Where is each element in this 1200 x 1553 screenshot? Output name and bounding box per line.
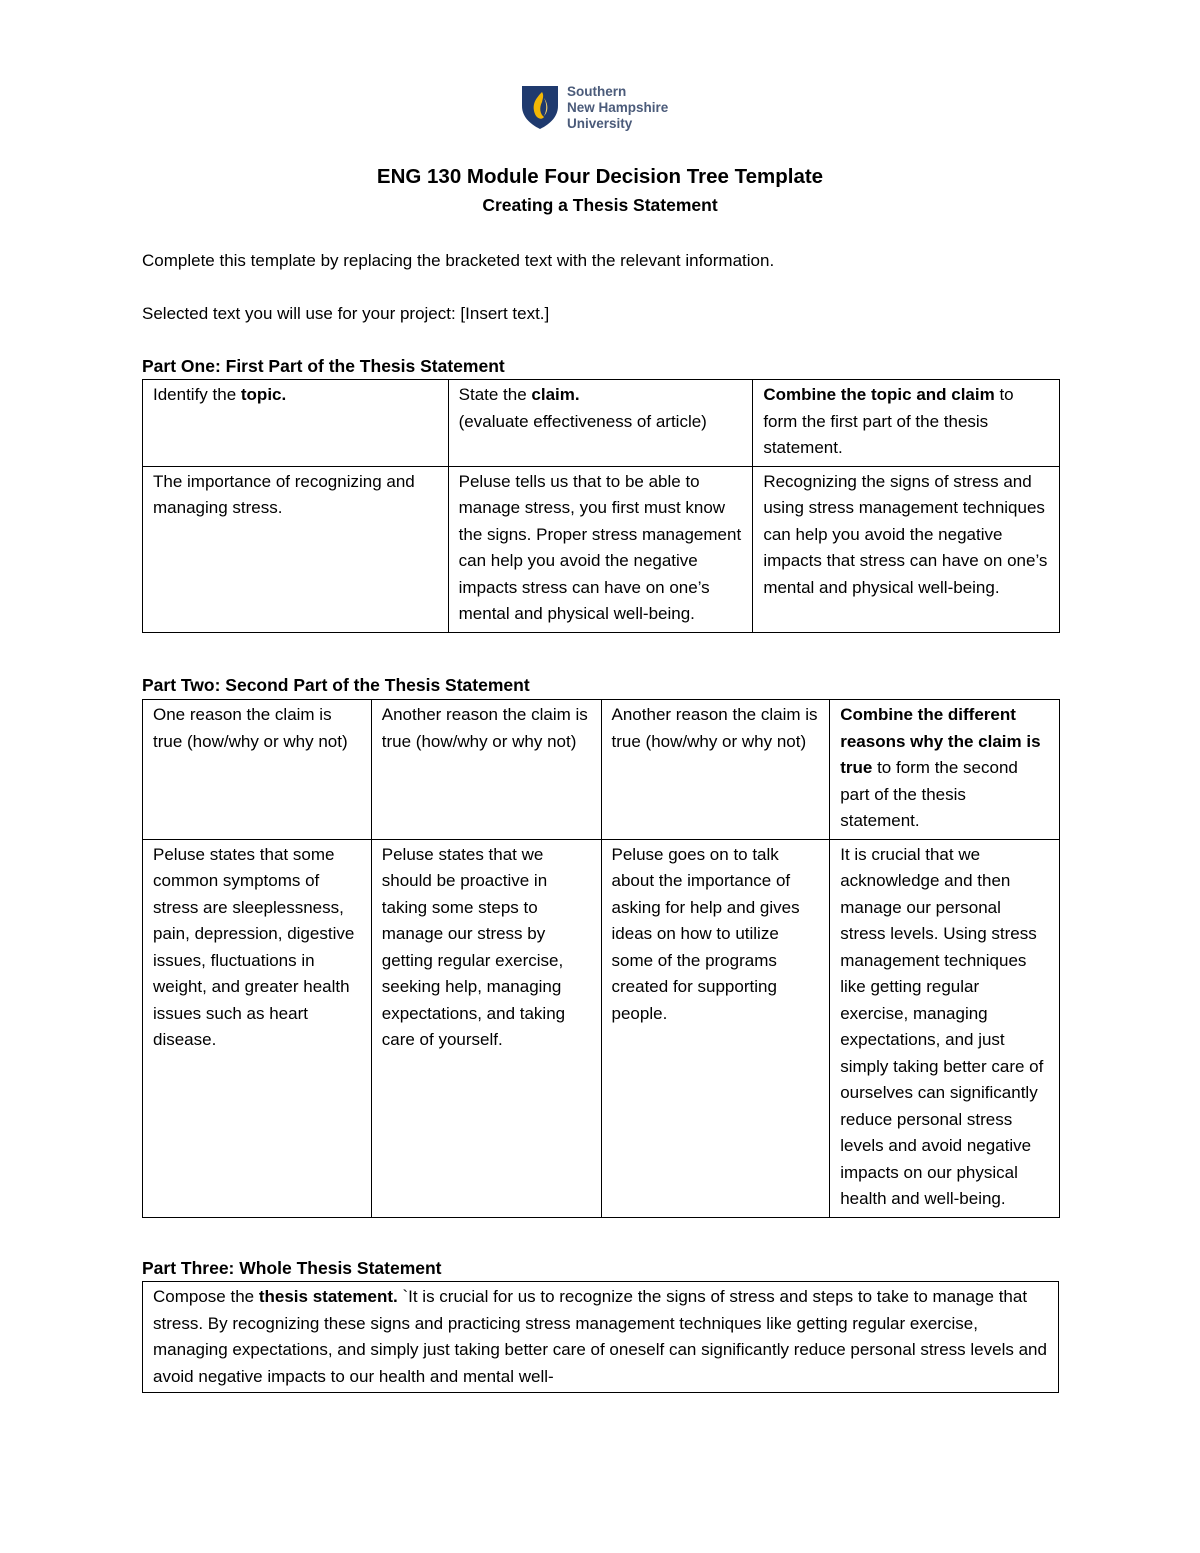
reason2-header-cell: Another reason the claim is true (how/why or why not) [371, 700, 601, 840]
topic-header-cell: Identify the topic. [143, 380, 449, 467]
snhu-logo [520, 84, 690, 134]
reason1-cell[interactable]: Peluse states that some common symptoms of stress are sleeplessness, pain, depression, digestive issues, fluctuations in weight, and greater health issues such as heart disease. [143, 839, 372, 1217]
part-two-heading: Part Two: Second Part of the Thesis Statement [142, 675, 530, 695]
reason3-cell[interactable]: Peluse goes on to talk about the importance of asking for help and gives ideas on how to utilize some of the programs created for supporting people. [601, 839, 830, 1217]
part-two-table [142, 699, 1060, 1218]
selected-text-line: Selected text you will use for your project: [Insert text.] [142, 304, 550, 323]
claim-cell[interactable]: Peluse tells us that to be able to manage stress, you first must know the signs. Proper stress management can help you avoid the negative impacts stress can have on one’s mental and physical well-being. [448, 466, 753, 632]
combine-reasons-header-cell: Combine the different reasons why the claim is true to form the second part of the thesis statement. [830, 700, 1060, 840]
table-row [143, 839, 1060, 1217]
part-one-heading: Part One: First Part of the Thesis Statement [142, 356, 505, 376]
logo-wordmark: Southern New Hampshire University [567, 84, 669, 131]
shield-flame-icon [520, 84, 560, 130]
combine-header-cell: Combine the topic and claim to form the first part of the thesis statement. [753, 380, 1060, 467]
document-title: ENG 130 Module Four Decision Tree Template [376, 165, 824, 188]
combine-reasons-cell[interactable]: It is crucial that we acknowledge and then manage our personal stress levels. Using stress management techniques like getting regular exercise, managing expectations, and just simply taking better care of ourselves can significantly reduce personal stress levels and avoid negative impacts on our physical health and well-being. [830, 839, 1060, 1217]
thesis-statement-box[interactable] [142, 1281, 1059, 1393]
part-three-heading: Part Three: Whole Thesis Statement [142, 1258, 442, 1278]
table-header-row [143, 700, 1060, 840]
reason1-header-cell: One reason the claim is true (how/why or why not) [143, 700, 372, 840]
document-subtitle: Creating a Thesis Statement [482, 195, 718, 215]
table-header-row [143, 380, 1060, 467]
instructions-text: Complete this template by replacing the bracketed text with the relevant information. [142, 251, 775, 270]
reason3-header-cell: Another reason the claim is true (how/why or why not) [601, 700, 830, 840]
table-row [143, 466, 1060, 632]
part-one-table [142, 379, 1060, 633]
thesis-statement-text: Compose the thesis statement. `It is crucial for us to recognize the signs of stress and steps to take to manage that stress. By recognizing these signs and practicing stress management techniques like getting regular exercise, managing expectations, and simply just taking better care of oneself can significantly reduce personal stress levels and avoid negative impacts to our health and mental well- [153, 1287, 1047, 1386]
reason2-cell[interactable]: Peluse states that we should be proactive in taking some steps to manage our stress by getting regular exercise, seeking help, managing expectations, and taking care of yourself. [371, 839, 601, 1217]
topic-cell[interactable]: The importance of recognizing and managing stress. [143, 466, 449, 632]
claim-header-cell: State the claim. (evaluate effectiveness of article) [448, 380, 753, 467]
combine-cell[interactable]: Recognizing the signs of stress and using stress management techniques can help you avoid the negative impacts that stress can have on one’s mental and physical well-being. [753, 466, 1060, 632]
